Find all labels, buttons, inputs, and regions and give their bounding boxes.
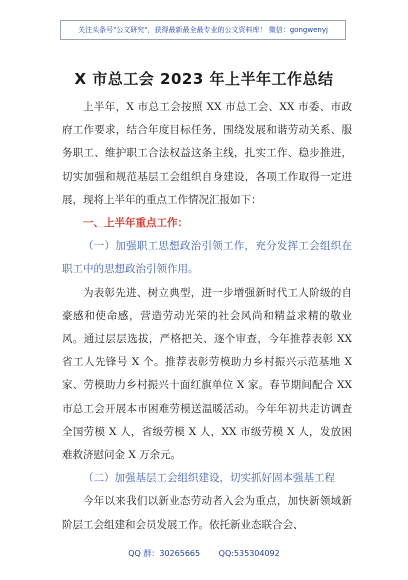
footer-contact xyxy=(0,548,408,559)
document-body xyxy=(62,96,352,537)
section-heading-1: 一、上半年重点工作： xyxy=(83,217,188,230)
subsection-heading-2: （二）加强基层工会组织建设，切实抓好固本强基工程 xyxy=(83,472,335,485)
body-paragraph-1: 为表彰先进、树立典型，进一步增强新时代工人阶级的自豪感和使命感，营造劳动光荣的社会风尚和精益求精的敬业风。通过层层选拔，严格把关、逐个审查，今年推荐表彰 XX 省工人先锋号 X 个。推荐表彰劳模助力乡村振兴示范基地 X 家、劳模助力乡村振兴十面红旗单位 X 家。春节期间配合 XX 市总工会开展本市困难劳模送温暖活动。今年年初共走访调查全国劳模 X 人，省级劳模 X 人，XX 市级劳模 X 人，发放困难救济慰问金 X 万余元。 xyxy=(62,286,352,462)
intro-paragraph: 上半年，X 市总工会按照 XX 市总工会、XX 市委、市政府工作要求，结合年度目标任务，围绕发展和谐劳动关系、服务职工、维护职工合法权益这条主线，扎实工作、稳步推进，切实加强和规范基层工会组织自身建设，各项工作取得一定进展，现将上半年的重点工作情况汇报如下： xyxy=(62,101,352,206)
document-title: X 市总工会 2023 年上半年工作总结 xyxy=(74,70,334,88)
footer-qq: QQ:535304092 xyxy=(218,549,280,558)
subsection-heading-1: （一）加强职工思想政治引领工作，充分发挥工会组织在职工中的思想政治引领作用。 xyxy=(62,240,352,276)
body-paragraph-2: 今年以来我们以新业态劳动者入会为重点，加快新领域新阶层工会组建和会员发展工作。依托新业态联合会、 xyxy=(62,495,352,531)
top-banner: 关注头条号"公文研究"，获得最新最全最专业的公文资料库！ 微信：gongwenyj xyxy=(60,20,346,40)
footer-qq-group: QQ 群：30265665 xyxy=(128,549,201,558)
